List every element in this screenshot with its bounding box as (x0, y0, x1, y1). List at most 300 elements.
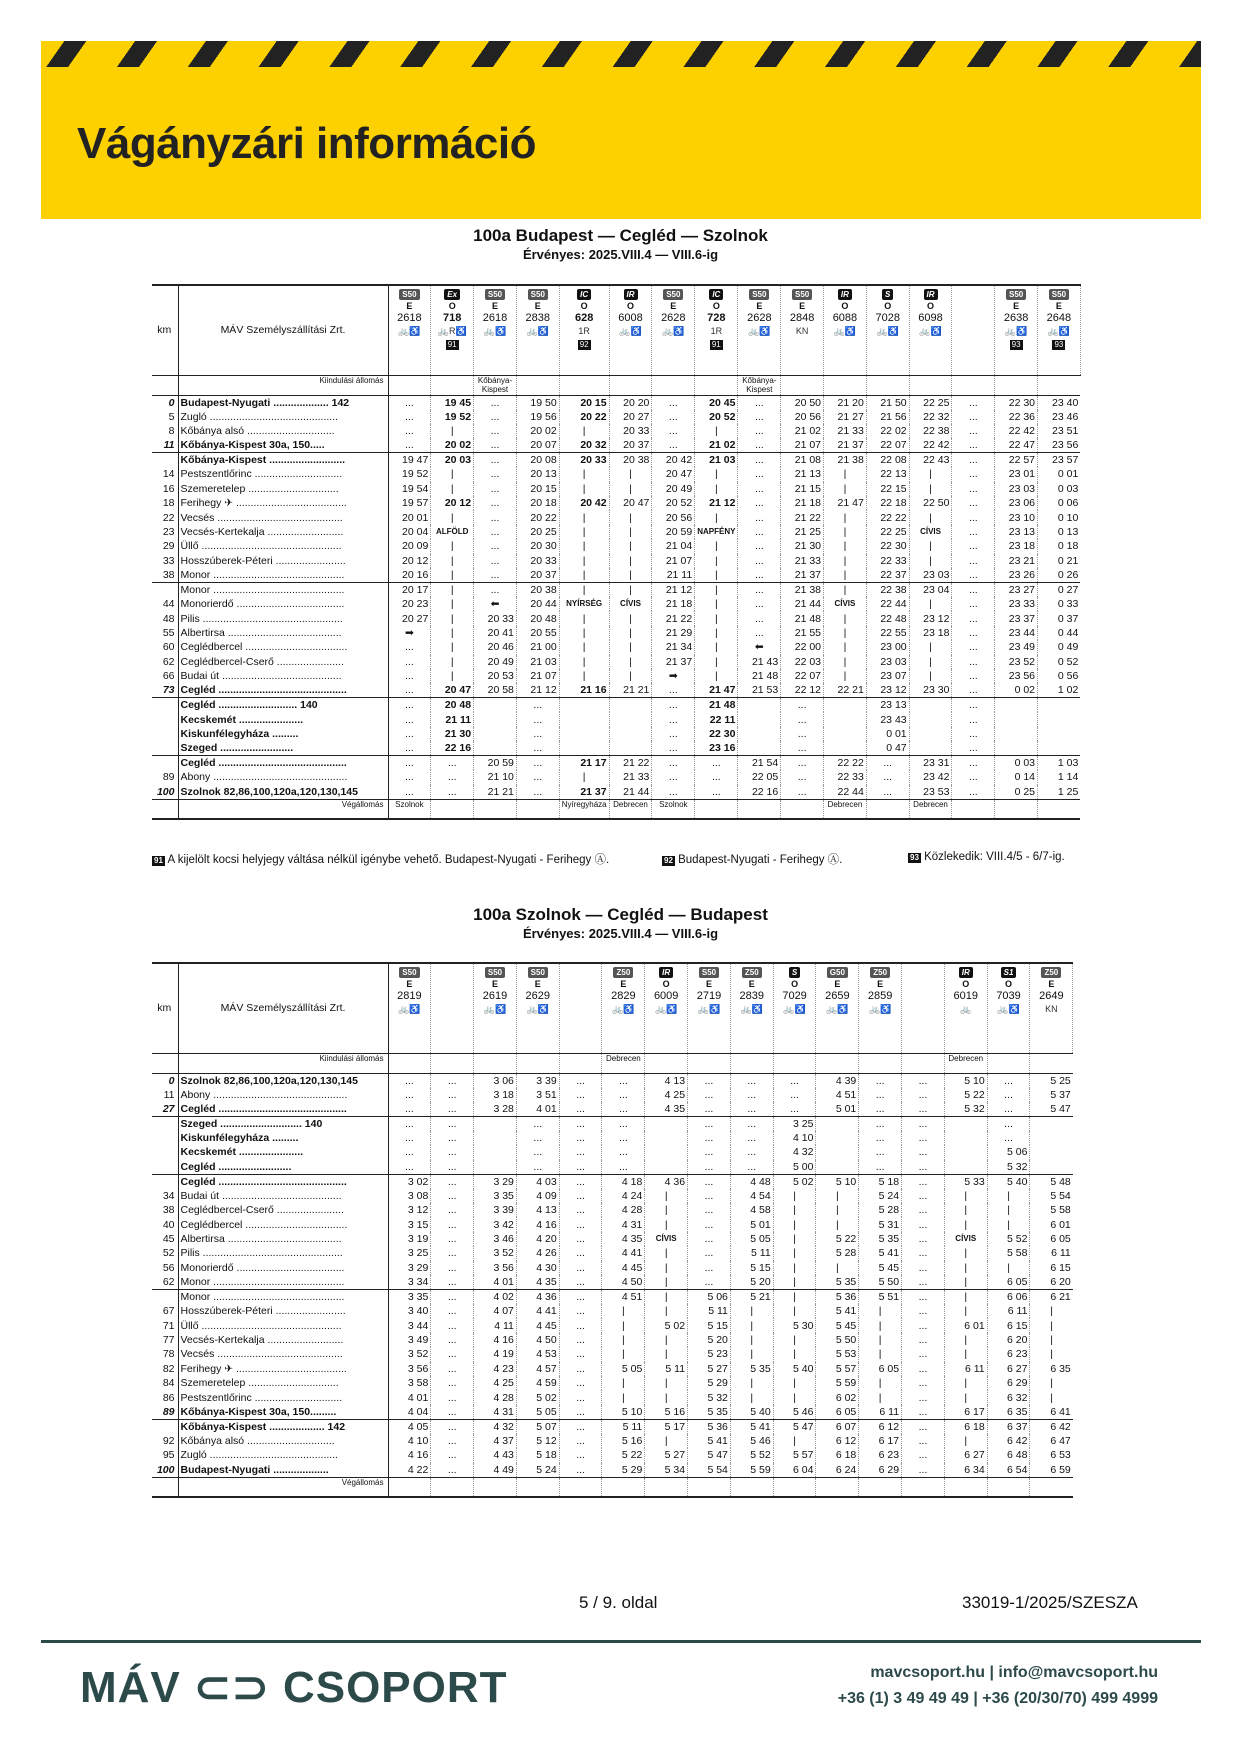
train-class: O (662, 979, 670, 989)
train-facilities: 🚲♿ (1004, 326, 1028, 336)
train-category-badge: S50 (1006, 289, 1026, 300)
km-value: 48 (162, 612, 175, 625)
train-facilities: 🚲♿ (654, 1004, 678, 1014)
departure-time: ... (652, 410, 695, 424)
station-row (152, 1304, 1073, 1318)
departure-time: ... (431, 1246, 474, 1260)
station-row (152, 669, 1080, 683)
departure-time: 21 07 (516, 669, 559, 683)
departure-time: | (431, 467, 474, 481)
departure-time: 4 26 (516, 1246, 559, 1260)
departure-time: 19 45 (431, 395, 474, 410)
km-value: 27 (162, 1102, 175, 1115)
departure-time: 21 08 (781, 453, 824, 468)
departure-time: ... (738, 496, 781, 510)
km-value: 89 (162, 1405, 175, 1418)
km-value: 56 (162, 1261, 175, 1274)
departure-time: ... (388, 1088, 431, 1102)
station-row (152, 1246, 1073, 1260)
station-row (152, 1463, 1073, 1478)
departure-time (738, 741, 781, 756)
destination-station (738, 799, 781, 819)
departure-time: ... (730, 1160, 773, 1175)
departure-time: NYÍRSÉG (559, 597, 609, 611)
departure-time: 21 22 (652, 611, 695, 625)
km-value: 22 (162, 511, 175, 524)
km-value: 5 (168, 410, 175, 423)
departure-time (645, 1160, 688, 1175)
departure-time: ... (688, 1261, 731, 1275)
departure-time: | (431, 640, 474, 654)
train-category-badge: Z50 (742, 967, 762, 978)
train-facilities: 🚲♿ (783, 1004, 806, 1014)
departure-time: 23 46 (1052, 410, 1079, 423)
departure-time (474, 1160, 517, 1175)
departure-time: ... (859, 1073, 902, 1088)
departure-time: 22 42 (909, 438, 952, 453)
departure-time: 1 14 (1057, 771, 1079, 784)
departure-time: ... (431, 770, 474, 784)
train-column-header (730, 963, 773, 1053)
departure-time: 3 29 (474, 1174, 517, 1189)
departure-time: ... (516, 1116, 559, 1131)
departure-time: 20 38 (609, 453, 652, 468)
departure-time: 6 12 (859, 1419, 902, 1434)
departure-time: ... (474, 467, 517, 481)
departure-time: | (609, 640, 652, 654)
departure-time: ... (431, 1174, 474, 1189)
departure-time: 5 07 (516, 1419, 559, 1434)
departure-time (738, 727, 781, 741)
km-value: 67 (162, 1305, 175, 1318)
station-name: Vecsés ........................................... (178, 1347, 388, 1361)
departure-time: | (431, 583, 474, 598)
train-category-badge: S50 (485, 289, 505, 300)
departure-time: ... (902, 1189, 945, 1203)
train-column-header (695, 285, 738, 375)
departure-time: 5 30 (773, 1318, 816, 1332)
departure-time: ... (431, 1102, 474, 1117)
departure-time: 20 33 (609, 424, 652, 438)
departure-time: | (944, 1203, 987, 1217)
station-name: Abony .............................................. (178, 1088, 388, 1102)
km-value: 34 (162, 1189, 175, 1202)
train-class: E (406, 979, 413, 989)
station-row (152, 568, 1080, 583)
train-column-header (516, 285, 559, 375)
departure-time: 5 34 (645, 1463, 688, 1478)
destination-station (866, 799, 909, 819)
departure-time: 20 49 (474, 655, 517, 669)
train-class: O (712, 301, 720, 311)
departure-time: 3 51 (516, 1088, 559, 1102)
departure-time: ... (738, 554, 781, 568)
departure-time: 21 16 (559, 683, 609, 698)
departure-time: 20 07 (516, 438, 559, 453)
departure-time: | (773, 1203, 816, 1217)
km-value: 16 (162, 482, 175, 495)
departure-time: 5 47 (773, 1419, 816, 1434)
train-class: E (705, 979, 712, 989)
departure-time: 5 18 (859, 1174, 902, 1189)
timetable-2-title: 100a Szolnok — Cegléd — Budapest (473, 905, 768, 924)
departure-time: | (909, 597, 952, 611)
departure-time: 22 44 (866, 597, 909, 611)
train-column-header (824, 285, 867, 375)
departure-time: 20 02 (516, 424, 559, 438)
departure-time: 20 52 (652, 496, 695, 510)
departure-time: 3 35 (474, 1189, 517, 1203)
train-class: E (1055, 301, 1062, 311)
departure-time: | (559, 669, 609, 683)
departure-time: ... (902, 1261, 945, 1275)
departure-time: ... (652, 698, 695, 713)
train-category-badge: S50 (528, 289, 548, 300)
train-facilities: 🚲♿ (919, 326, 942, 336)
station-name: Szeged ......................... (178, 741, 388, 756)
departure-time: ... (559, 1347, 602, 1361)
departure-time: ... (388, 655, 431, 669)
departure-time: 3 42 (474, 1217, 517, 1231)
departure-time (1030, 1145, 1073, 1159)
departure-time: 5 58 (1050, 1204, 1071, 1217)
train-column-header (388, 285, 431, 375)
departure-time: ... (902, 1463, 945, 1478)
departure-time: ... (859, 1088, 902, 1102)
departure-time: ... (559, 1448, 602, 1462)
station-name: Ferihegy ✈ ...................................... (178, 1362, 388, 1376)
departure-time: 6 21 (1030, 1290, 1073, 1305)
km-cell (152, 799, 178, 819)
departure-time: 22 48 (866, 611, 909, 625)
departure-time (995, 712, 1038, 726)
departure-time: ... (559, 1232, 602, 1246)
origin-station (645, 1053, 688, 1073)
departure-time: ... (431, 1160, 474, 1175)
train-column-header (987, 963, 1030, 1053)
train-facilities: 🚲♿ (833, 326, 857, 336)
departure-time: 5 35 (816, 1275, 859, 1290)
station-name: Ceglédbercel ................................... (178, 1217, 388, 1231)
departure-time: | (987, 1217, 1030, 1231)
departure-time (816, 1145, 859, 1159)
departure-time: ... (388, 410, 431, 424)
departure-time: | (773, 1290, 816, 1305)
km-value: 38 (162, 569, 175, 582)
departure-time: 19 47 (388, 453, 431, 468)
departure-time: 20 03 (431, 453, 474, 468)
km-value: 0 (152, 395, 178, 410)
departure-time: 23 26 (995, 568, 1038, 583)
departure-time: 5 11 (602, 1419, 645, 1434)
departure-time: ... (388, 395, 431, 410)
departure-time: 22 44 (824, 785, 867, 800)
departure-time: 6 04 (773, 1463, 816, 1478)
train-footnote-ref (1040, 337, 1078, 351)
train-class: E (748, 979, 755, 989)
departure-time: ... (431, 785, 474, 800)
departure-time: ... (902, 1347, 945, 1361)
station-name: Monorierdő ..................................... (178, 597, 388, 611)
train-facilities: 🚲♿ (483, 326, 507, 336)
departure-time: 20 18 (516, 496, 559, 510)
train-facilities: 🚲♿ (997, 1004, 1020, 1014)
station-name: Kőbánya alsó .............................. (178, 1434, 388, 1448)
departure-time: 22 22 (824, 756, 867, 771)
departure-time: 20 12 (388, 554, 431, 568)
departure-time: | (602, 1390, 645, 1404)
departure-time: 5 06 (987, 1145, 1030, 1159)
train-number: 2649 (1039, 990, 1064, 1002)
departure-time: 21 48 (781, 611, 824, 625)
departure-time: ... (388, 756, 431, 771)
departure-time: 6 27 (944, 1448, 987, 1462)
departure-time: ... (738, 626, 781, 640)
footnote-ref-icon: 93 (1054, 340, 1064, 349)
departure-time (738, 712, 781, 726)
departure-time: 21 03 (516, 655, 559, 669)
departure-time: 21 04 (652, 539, 695, 553)
departure-time: 0 01 (866, 727, 909, 741)
departure-time: ... (431, 1304, 474, 1318)
station-name: Vecsés-Kertekalja .......................... (178, 1333, 388, 1347)
station-row (152, 424, 1080, 438)
departure-time: ... (695, 756, 738, 771)
station-row (152, 1419, 1073, 1434)
departure-time: 21 30 (431, 727, 474, 741)
train-category-badge: Z50 (613, 967, 633, 978)
station-name: Monor ............................................. (178, 568, 388, 583)
origin-station (730, 1053, 773, 1073)
departure-time: ... (952, 756, 995, 771)
departure-time: | (695, 640, 738, 654)
destination-station (474, 799, 517, 819)
train-footnote-ref (433, 337, 471, 351)
departure-time: ... (695, 785, 738, 800)
departure-time: 21 13 (781, 467, 824, 481)
km-value: 23 (162, 526, 175, 539)
departure-time: 6 02 (816, 1390, 859, 1404)
departure-time: | (824, 583, 867, 598)
departure-time: 21 33 (609, 770, 652, 784)
origin-station (987, 1053, 1030, 1073)
train-class: E (491, 301, 498, 311)
train-number: 6019 (953, 990, 978, 1002)
departure-time: ... (952, 496, 995, 510)
departure-time: 5 11 (730, 1246, 773, 1260)
departure-time: | (773, 1275, 816, 1290)
departure-time: 20 22 (559, 410, 609, 424)
station-row (152, 1434, 1073, 1448)
departure-time: 5 24 (859, 1189, 902, 1203)
departure-time: | (944, 1376, 987, 1390)
train-category-badge: S50 (663, 289, 683, 300)
departure-time: 5 16 (645, 1405, 688, 1420)
departure-time: 21 37 (781, 568, 824, 583)
station-name: Ceglédbercel-Cserő ....................... (178, 1203, 388, 1217)
departure-time: 20 53 (474, 669, 517, 683)
departure-time: | (695, 467, 738, 481)
departure-time: ... (516, 741, 559, 756)
departure-time (824, 712, 867, 726)
departure-time: 23 30 (909, 683, 952, 698)
departure-time: | (609, 467, 652, 481)
departure-time: 4 10 (773, 1131, 816, 1145)
departure-time: 3 06 (474, 1073, 517, 1088)
destination-station: Debrecen (909, 799, 952, 819)
departure-time: ... (781, 727, 824, 741)
departure-time: | (645, 1246, 688, 1260)
document-id: 33019-1/2025/SZESZA (962, 1593, 1138, 1612)
departure-time: 6 23 (987, 1347, 1030, 1361)
departure-time: | (695, 669, 738, 683)
departure-time: 22 00 (781, 640, 824, 654)
departure-time: 5 48 (1030, 1174, 1073, 1189)
destination-station (816, 1477, 859, 1497)
departure-time (609, 698, 652, 713)
train-facilities: 🚲 (960, 1004, 972, 1014)
departure-time: ... (431, 1347, 474, 1361)
departure-time: 20 32 (559, 438, 609, 453)
departure-time: ... (738, 568, 781, 583)
departure-time: 3 58 (388, 1376, 431, 1390)
departure-time: | (695, 510, 738, 524)
departure-time: 4 01 (474, 1275, 517, 1290)
departure-time: 0 25 (995, 785, 1038, 800)
departure-time: ... (738, 438, 781, 453)
departure-time: 21 48 (738, 669, 781, 683)
departure-time: | (909, 510, 952, 524)
departure-time: ... (987, 1131, 1030, 1145)
departure-time (816, 1116, 859, 1131)
departure-time: | (824, 655, 867, 669)
departure-time: 21 37 (824, 438, 867, 453)
departure-time: 20 20 (609, 395, 652, 410)
departure-time: 5 41 (730, 1419, 773, 1434)
departure-time: | (559, 611, 609, 625)
departure-time: 19 56 (516, 410, 559, 424)
destination-station (645, 1477, 688, 1497)
departure-time: 4 51 (816, 1088, 859, 1102)
departure-time: | (431, 539, 474, 553)
departure-time: 4 25 (474, 1376, 517, 1390)
departure-time: ... (773, 1088, 816, 1102)
departure-time: | (909, 554, 952, 568)
departure-time: 21 38 (781, 583, 824, 598)
departure-time: 4 32 (773, 1145, 816, 1159)
station-name: Szolnok 82,86,100,120a,120,130,145 (178, 785, 388, 800)
departure-time: 4 39 (816, 1073, 859, 1088)
destination-station (695, 799, 738, 819)
departure-time: ... (952, 482, 995, 496)
departure-time: 22 30 (695, 727, 738, 741)
departure-time: ... (738, 424, 781, 438)
station-name: Monorierdő ..................................... (178, 1261, 388, 1275)
train-column-header (1038, 285, 1081, 375)
station-name: Kecskemét ...................... (178, 1145, 388, 1159)
train-column-header (474, 285, 517, 375)
departure-time: 5 29 (688, 1376, 731, 1390)
train-facilities: 🚲♿ (612, 1004, 635, 1014)
departure-time: 22 11 (695, 712, 738, 726)
departure-time: 4 05 (388, 1419, 431, 1434)
departure-time: 0 49 (1057, 641, 1079, 654)
departure-time: ... (431, 1333, 474, 1347)
departure-time: ... (516, 785, 559, 800)
departure-time: 6 11 (944, 1362, 987, 1376)
departure-time: 6 23 (859, 1448, 902, 1462)
departure-time: ... (516, 712, 559, 726)
departure-time: 5 20 (688, 1333, 731, 1347)
train-number: 7039 (996, 990, 1021, 1002)
departure-time: ... (738, 395, 781, 410)
departure-time: | (431, 424, 474, 438)
destination-station (516, 799, 559, 819)
station-name: Kőbánya-Kispest .......................... (178, 453, 388, 468)
km-value: 11 (163, 1088, 175, 1101)
departure-time: ... (559, 1088, 602, 1102)
km-value: 62 (162, 1276, 175, 1289)
departure-time (609, 727, 652, 741)
departure-time: ... (431, 1390, 474, 1404)
train-facilities: 1R (710, 326, 723, 336)
departure-time: ... (431, 1145, 474, 1159)
departure-time: 23 56 (995, 669, 1038, 683)
departure-time: 4 01 (516, 1102, 559, 1117)
departure-time: | (559, 424, 609, 438)
train-column-header (388, 963, 431, 1053)
departure-time: | (1050, 1319, 1053, 1332)
origin-station: Debrecen (944, 1053, 987, 1073)
departure-time (609, 712, 652, 726)
departure-time (944, 1116, 987, 1131)
train-number: 2648 (1046, 312, 1072, 324)
departure-time: 20 44 (516, 597, 559, 611)
departure-time: ... (559, 1463, 602, 1478)
origin-row (152, 375, 1080, 395)
departure-time: 22 50 (909, 496, 952, 510)
departure-time: 4 59 (516, 1376, 559, 1390)
departure-time: 19 54 (388, 482, 431, 496)
departure-time: 4 22 (388, 1463, 431, 1478)
departure-time: ... (952, 712, 995, 726)
departure-time: | (816, 1261, 859, 1275)
station-row (152, 1131, 1073, 1145)
departure-time: 4 03 (516, 1174, 559, 1189)
departure-time: 22 25 (909, 395, 952, 410)
train-column-header (609, 285, 652, 375)
destination-station (431, 799, 474, 819)
train-facilities: 🚲♿ (483, 1004, 507, 1014)
train-class: O (927, 301, 935, 311)
departure-time: ... (652, 785, 695, 800)
departure-time: | (609, 583, 652, 598)
train-column-header (1030, 963, 1073, 1053)
departure-time: 22 38 (866, 583, 909, 598)
train-category-badge: S50 (528, 967, 548, 978)
departure-time: 4 43 (474, 1448, 517, 1462)
departure-time: 5 10 (816, 1174, 859, 1189)
departure-time: ... (738, 482, 781, 496)
departure-time: | (609, 568, 652, 583)
departure-time: 5 18 (516, 1448, 559, 1462)
departure-time: 6 05 (859, 1362, 902, 1376)
departure-time: | (824, 482, 867, 496)
departure-time: 21 20 (824, 395, 867, 410)
km-value: 100 (156, 1463, 175, 1476)
departure-time: ... (559, 1102, 602, 1117)
departure-time: 5 22 (816, 1232, 859, 1246)
